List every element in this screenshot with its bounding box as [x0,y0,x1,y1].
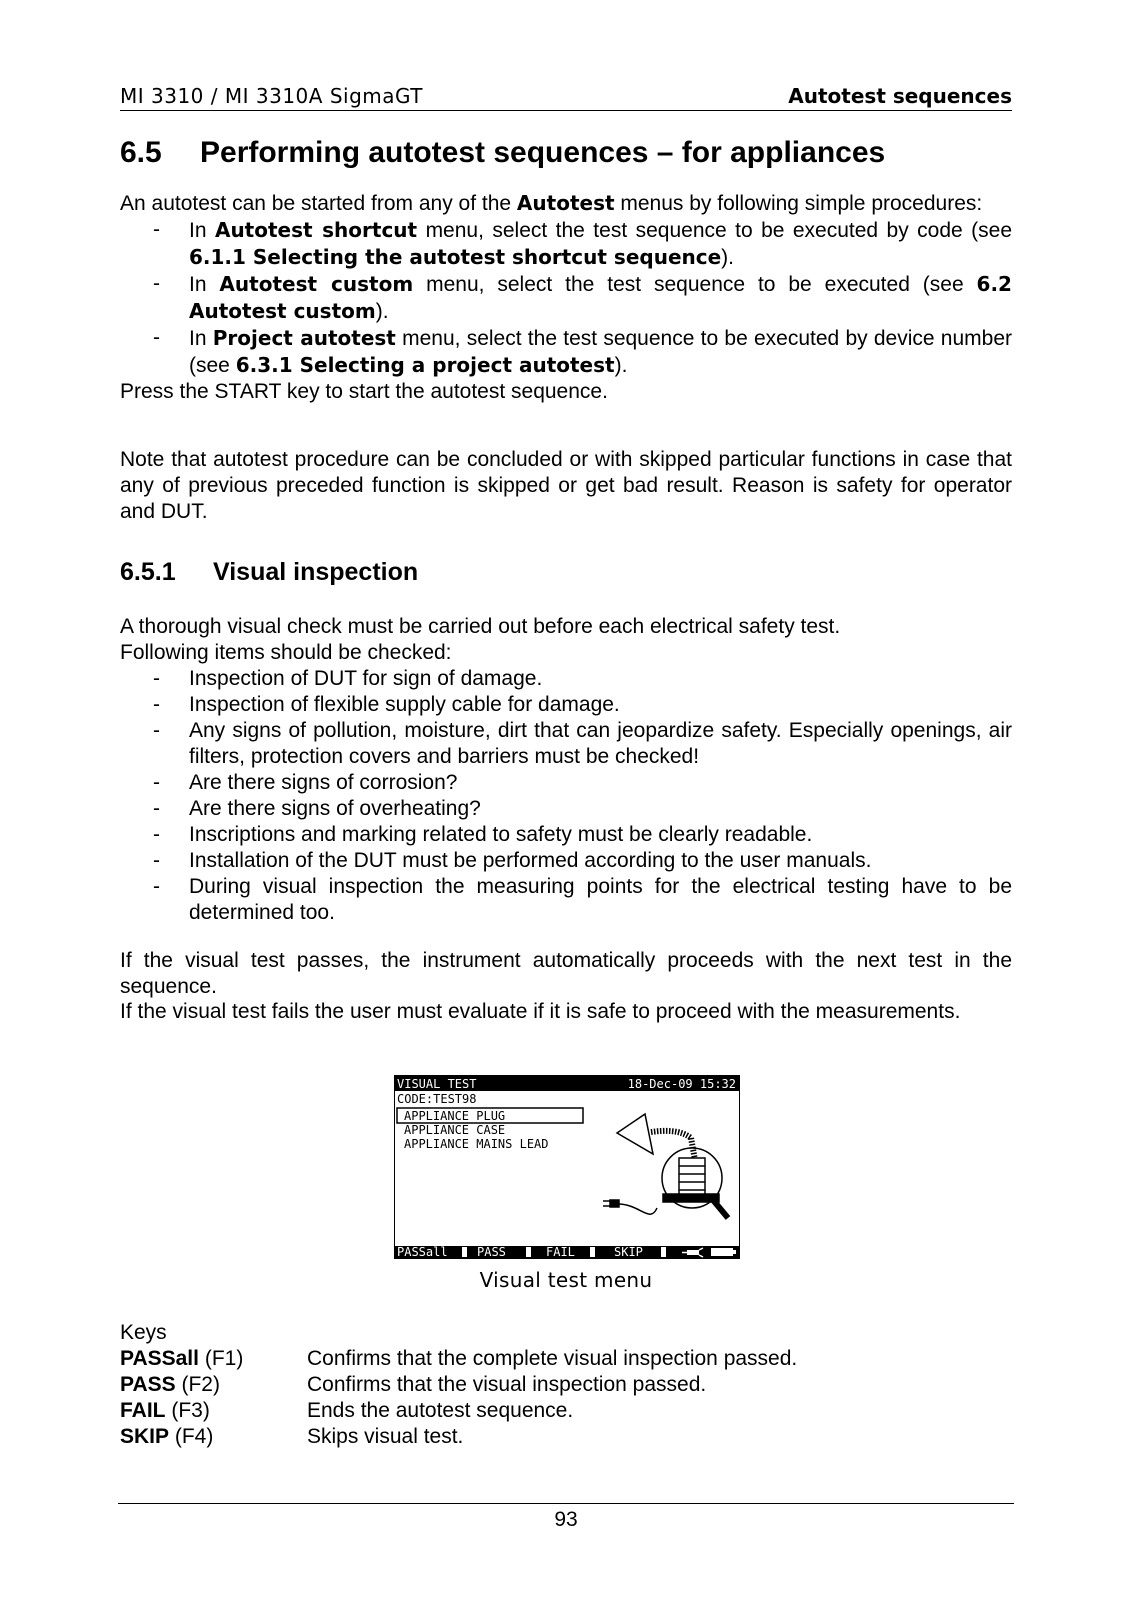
softkey-separator [590,1247,595,1257]
instrument-screen [394,1075,740,1259]
battery-icon [711,1248,736,1256]
screen-datetime: 18-Dec-09 15:32 [627,1077,736,1091]
item-text: In [189,219,207,242]
item-bold: Autotest custom [219,272,414,296]
softkey-passall[interactable]: PASSall [397,1245,448,1258]
visual-intro: A thorough visual check must be carried out before each electrical safety test. [120,615,841,638]
intro-text: An autotest can be started from any of the [120,192,512,215]
keys-block [120,1320,797,1450]
list-item: - Inspection of DUT for sign of damage. [120,666,1012,692]
softkey-separator [661,1247,666,1257]
subsection-title: Visual inspection [213,558,419,586]
item-bold: Project autotest [212,326,396,350]
following-text: Following items should be checked: [120,641,452,664]
function-key: (F2) [181,1373,220,1396]
magnifier-plug-icon [603,1114,728,1218]
softkey-pass[interactable]: PASS [477,1245,506,1258]
screen-item[interactable]: APPLIANCE MAINS LEAD [404,1137,549,1151]
list-item: - Are there signs of corrosion? [120,770,1012,796]
key-row [120,1424,797,1450]
key-name: PASSall [120,1347,199,1370]
page-header [120,80,1012,111]
key-label [120,1424,307,1450]
fail-paragraph: If the visual test fails the user must evaluate if it is safe to proceed with the measurements. [120,1000,961,1023]
page-number: 93 [554,1508,578,1531]
pass-paragraph: If the visual test passes, the instrument automatically proceeds with the next test in the sequence. [120,949,1012,998]
softkey-separator [462,1247,467,1257]
item-text: In [189,273,207,296]
section-number: 6.5 [120,136,162,169]
key-label [120,1398,307,1424]
list-item [120,217,1012,271]
list-item [120,325,1012,379]
item-text: menu, select the test sequence to be executed by code (see [425,219,1012,242]
header-chapter: Autotest sequences [788,84,1012,108]
intro-text-2: menus by following simple procedures: [620,192,983,215]
list-item: - Any signs of pollution, moisture, dirt that can jeopardize safety. Especially openings, air filters, protection covers and barriers must be checked! [120,718,1012,770]
header-product: MI 3310 / MI 3310A SigmaGT [120,84,423,108]
softkey-skip[interactable]: SKIP [614,1245,643,1258]
item-text: ). [721,246,734,269]
list-item: - During visual inspection the measuring points for the electrical testing have to be determined too. [120,874,1012,926]
item-text: menu, select the test sequence to be executed by device number (see [189,327,1013,377]
press-start-text: Press the START key to start the autotest sequence. [120,380,608,403]
key-label [120,1346,307,1372]
screen-item[interactable]: APPLIANCE PLUG [404,1109,506,1123]
list-item: - Installation of the DUT must be performed according to the user manuals. [120,848,1012,874]
item-bold: Autotest shortcut [214,218,418,242]
softkey-fail[interactable]: FAIL [546,1245,575,1258]
note-paragraph: Note that autotest procedure can be concluded or with skipped particular functions in case that any of previous preceded function is skipped or get bad result. Reason is safety for operator and DUT. [120,448,1012,523]
procedure-list [120,217,1012,379]
intro-paragraph [120,190,1012,217]
item-text: ). [614,354,628,377]
intro-bold: Autotest [516,191,615,215]
key-row [120,1398,797,1424]
key-description: Confirms that the complete visual inspection passed. [307,1347,798,1370]
item-text: menu, select the test sequence to be executed (see [426,273,964,296]
subsection-number: 6.5.1 [120,558,176,586]
key-description: Ends the autotest sequence. [307,1399,574,1422]
function-key: (F1) [204,1347,244,1370]
section-heading [120,136,885,170]
footer-divider [118,1503,1014,1504]
figure-caption: Visual test menu [479,1268,653,1292]
softkey-separator [526,1247,531,1257]
function-key: (F4) [174,1425,214,1448]
key-name: SKIP [120,1425,170,1448]
cross-reference: 6.3.1 Selecting a project autotest [235,353,615,377]
screen-title: VISUAL TEST [397,1077,477,1091]
intro-block [120,190,1012,405]
check-list [120,666,1012,926]
cross-reference: 6.1.1 Selecting the autotest shortcut sequence [189,245,722,269]
key-row [120,1372,797,1398]
key-name: FAIL [120,1399,166,1422]
visual-block [120,614,1012,926]
keys-title: Keys [120,1321,167,1344]
list-item [120,271,1012,325]
cross-reference: 6.2 Autotest custom [189,272,1012,323]
key-name: PASS [120,1373,176,1396]
list-item: - Inscriptions and marking related to safety must be clearly readable. [120,822,1012,848]
screen-code: CODE:TEST98 [397,1092,477,1106]
list-item: - Inspection of flexible supply cable for damage. [120,692,1012,718]
key-label [120,1372,307,1398]
section-title: Performing autotest sequences – for appliances [200,136,886,169]
subsection-heading [120,558,418,587]
function-key: (F3) [171,1399,210,1422]
screen-item[interactable]: APPLIANCE CASE [404,1123,506,1137]
key-description: Skips visual test. [307,1425,464,1448]
key-description: Confirms that the visual inspection passed. [307,1373,707,1396]
item-text: In [189,327,207,350]
list-item: - Are there signs of overheating? [120,796,1012,822]
key-row [120,1346,797,1372]
item-text: ). [375,300,389,323]
